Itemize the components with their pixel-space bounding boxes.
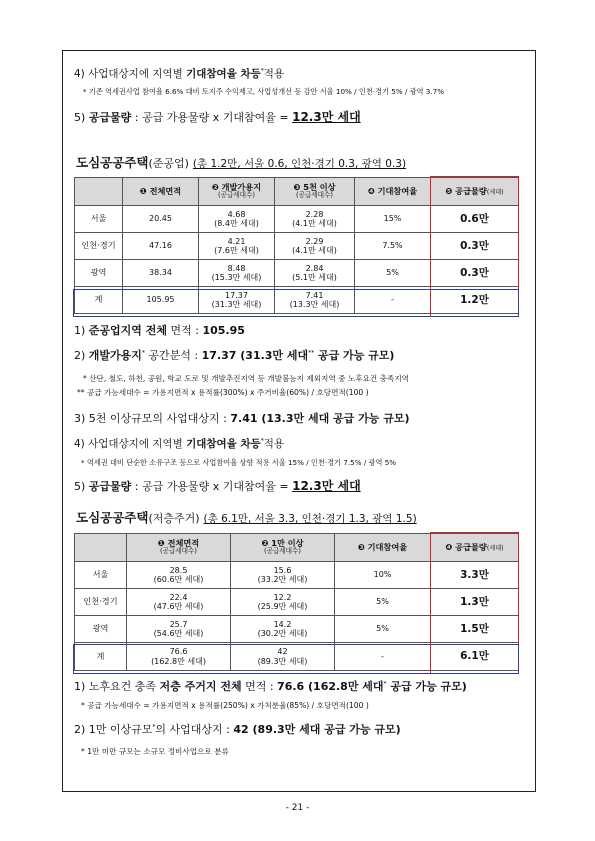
sec1-h2: ❷ 개발가용지 (공급세대수) — [199, 178, 275, 206]
sec1-h5: ❺ 공급물량(세대) — [431, 178, 519, 206]
sec2-h3: ❸ 기대참여율 — [335, 534, 431, 562]
table-row: 광역 38.34 8.48 (15.3만 세대) 2.84 (5.1만 세대) 5% 0.3만 — [75, 260, 519, 287]
sec1-note2b: ** 공급 가능세대수 = 가용지면적 x 용적률(300%) x 주거비율(60%) / 호당면적(100 ) — [77, 388, 369, 397]
sec1-item5: 5) 공급물량 : 공급 가용물량 x 기대참여율 = 12.3만 세대 — [74, 479, 361, 493]
sec2-h1: ❶ 전체면적 (공급세대수) — [127, 534, 231, 562]
sec2-item2: 2) 1만 이상규모*의 사업대상지 : 42 (89.3만 세대 공급 가능 규모) — [74, 723, 401, 736]
sec2-h2: ❷ 1만 이상 (공급세대수) — [231, 534, 335, 562]
sec1-note4: * 역세권 대비 단순한 소유구조 등으로 사업참여율 상향 적용 서울 15% / 인천·경기 7.5% / 광역 5% — [81, 458, 397, 467]
sec2-table — [74, 533, 519, 671]
table-row: 광역 25.7 (54.6만 세대) 14.2 (30.2만 세대) 5% 1.5만 — [75, 616, 519, 643]
sec1-h4: ❹ 기대참여율 — [355, 178, 431, 206]
p1-item5: 5) 공급물량 : 공급 가용물량 x 기대참여율 = 12.3만 세대 — [74, 110, 361, 124]
sec2-title: 도심공공주택(저층주거) (총 6.1만, 서울 3.3, 인천·경기 1.3, 광역 1.5) — [76, 510, 417, 525]
sec2-note2: * 1만 미만 규모는 소규모 정비사업으로 분류 — [81, 747, 229, 756]
p1-note4: * 기존 역세권사업 참여율 6.6% 대비 토지주 수익제고, 사업성개선 등 감안 서울 10% / 인천·경기 5% / 광역 3.7% — [83, 87, 445, 96]
table-row: 서울 20.45 4.68 (8.4만 세대) 2.28 (4.1만 세대) 15% 0.6만 — [75, 206, 519, 233]
sec1-item1: 1) 준공업지역 전체 면적 : 105.95 — [74, 324, 245, 337]
sec1-item3: 3) 5천 이상규모의 사업대상지 : 7.41 (13.3만 세대 공급 가능 규모) — [74, 412, 410, 425]
page-number: - 21 - — [285, 803, 310, 813]
sec1-title: 도심공공주택(준공업) (총 1.2만, 서울 0.6, 인천·경기 0.3, 광역 0.3) — [76, 155, 407, 170]
sec2-h4: ❹ 공급물량(세대) — [431, 534, 519, 562]
table-row: 인천·경기 22.4 (47.6만 세대) 12.2 (25.9만 세대) 5% 1.3만 — [75, 589, 519, 616]
sec1-item2: 2) 개발가용지* 공간분석 : 17.37 (31.3만 세대** 공급 가능 규모) — [74, 349, 395, 362]
sec1-item4: 4) 사업대상지에 지역별 기대참여율 차등*적용 — [74, 437, 285, 450]
p1-item4: 4) 사업대상지에 지역별 기대참여율 차등*적용 — [74, 67, 285, 80]
sec1-table — [74, 177, 519, 314]
table-row-total: 계 105.95 17.37 (31.3만 세대) 7.41 (13.3만 세대) - 1.2만 — [75, 287, 519, 314]
sec1-h3: ❸ 5천 이상 (공급세대수) — [275, 178, 355, 206]
sec2-note1: * 공급 가능세대수 = 가용지면적 x 용적률(250%) x 가처분율(85%) / 호당면적(100 ) — [81, 701, 369, 710]
table-row: 인천·경기 47.16 4.21 (7.6만 세대) 2.29 (4.1만 세대) 7.5% 0.3만 — [75, 233, 519, 260]
table-row: 서울 28.5 (60.6만 세대) 15.6 (33.2만 세대) 10% 3.3만 — [75, 562, 519, 589]
sec2-item1: 1) 노후요건 충족 저층 주거지 전체 면적 : 76.6 (162.8만 세대* 공급 가능 규모) — [74, 680, 467, 693]
table-row-total: 계 76.6 (162.8만 세대) 42 (89.3만 세대) - 6.1만 — [75, 643, 519, 671]
sec1-h1: ❶ 전체면적 — [123, 178, 199, 206]
sec1-note2a: * 산단, 철도, 하천, 공원, 학교 도로 및 개발추진지역 등 개발불능지 제외지역 중 노후요건 충족지역 — [83, 374, 409, 383]
